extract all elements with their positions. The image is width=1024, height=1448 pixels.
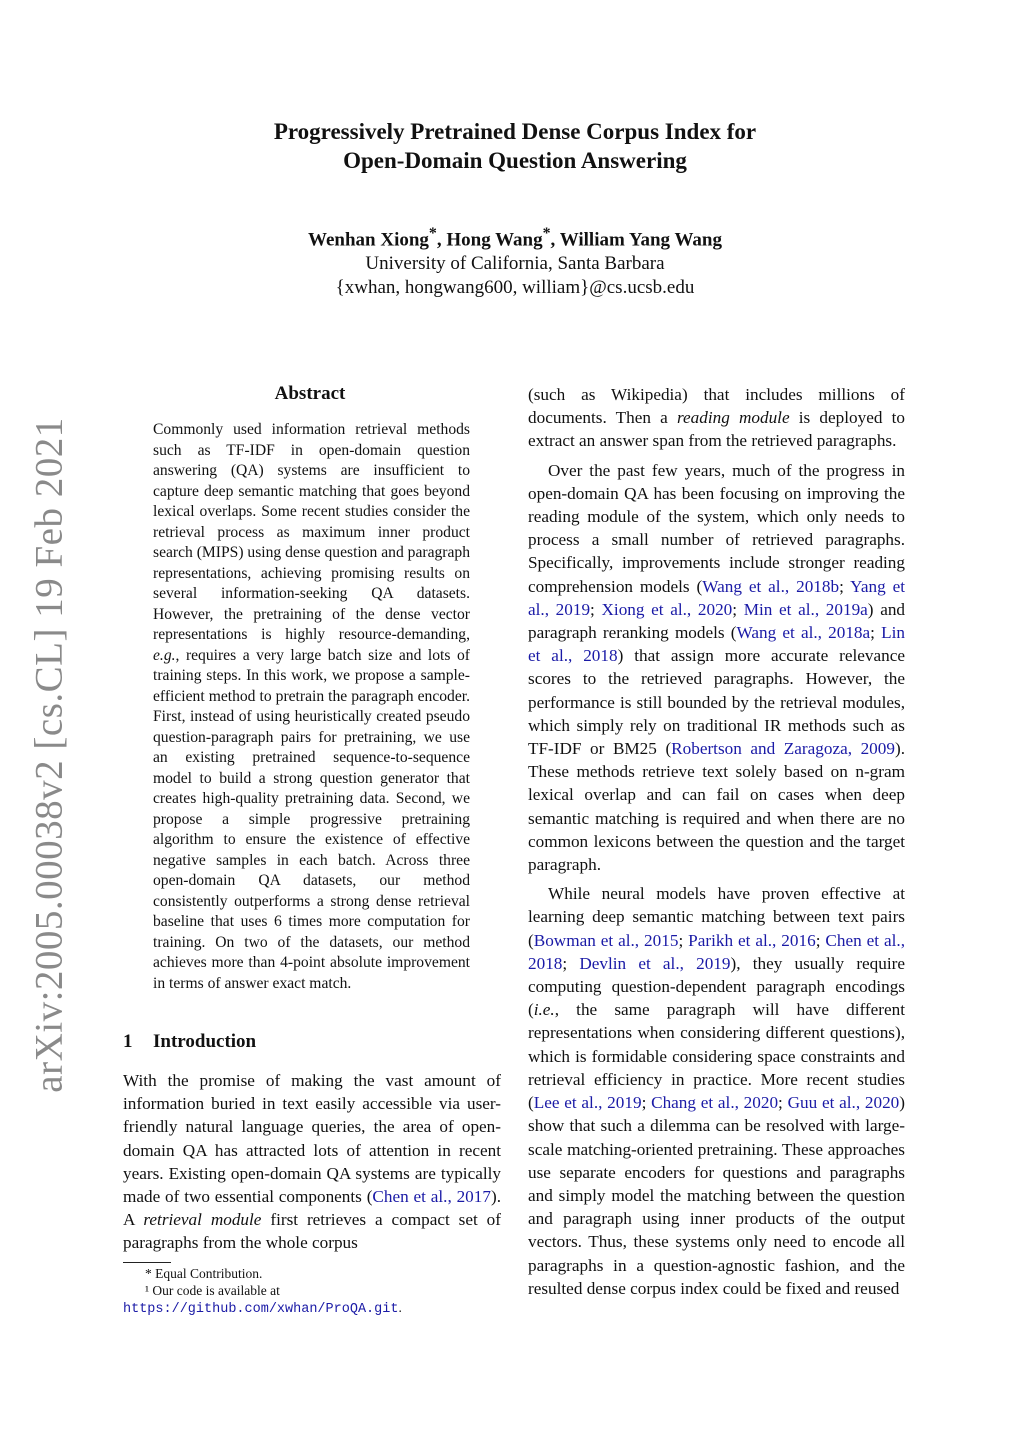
author-1: Wenhan Xiong <box>308 229 429 251</box>
citation-parikh-2016[interactable]: Parikh et al., 2016 <box>688 930 816 950</box>
citation-chang-2020[interactable]: Chang et al., 2020 <box>651 1093 779 1113</box>
footnote-equal-contribution: * Equal Contribution. <box>145 1266 263 1281</box>
abstract-part-2: , requires a very large batch size and lots of training steps. In this work, we propose a sample-efficient method to pretrain the paragraph encoder. First, instead of using heuristically created pseudo question-paragraph pairs for pretraining, we use an existing pretrained sequence-to-sequence model to build a strong question generator that creates high-quality pretraining data. Second, we propose a simple progressive pretraining algorithm to ensure the existence of effective negative samples in each batch. Across three open-domain QA datasets, our method consistently outperforms a strong dense retrieval baseline that uses 6 times more computation for training. On two of the datasets, our method achieves more than 4-point absolute improvement in terms of answer exact match. <box>153 646 470 992</box>
r3-text-c: , the same paragraph will have different representations when considering different questions), which is formidable considering space constraints and retrieval efficiency in practice. More recent studies ( <box>528 1000 905 1113</box>
r2-text-b: ) and paragraph reranking models ( <box>528 599 906 643</box>
equal-contrib-mark-1: * <box>428 225 437 242</box>
right-column <box>528 383 905 1300</box>
citation-lin-2018[interactable]: Lin et al., 2018 <box>528 623 905 666</box>
citation-sep: ; <box>732 599 744 619</box>
author-names <box>160 222 870 252</box>
footnote-code <box>123 1282 503 1318</box>
citation-wang-2018a[interactable]: Wang et al., 2018a <box>736 623 871 643</box>
intro-text-3: first retrieves a compact set of paragraphs from the whole corpus <box>123 1210 501 1253</box>
citation-sep: ; <box>839 576 851 596</box>
affiliation: University of California, Santa Barbara <box>365 253 665 275</box>
r3-text-d: ) show that such a dilemma can be resolved with large-scale matching-oriented pretraining. These approaches use separate encoders for questions and paragraphs and simply model the matching between the question and paragraph using inner products of the output vectors. Thus, these systems only need to encode all paragraphs in a question-agnostic fashion, and the resulted dense corpus index could be fixed and reused <box>528 1093 905 1298</box>
citation-sep: ; <box>678 930 689 950</box>
abstract-eg: e.g. <box>153 646 176 664</box>
abstract-part-1: Commonly used information retrieval methods such as TF-IDF in open-domain question answering (QA) systems are insufficient to capture deep semantic matching that goes beyond lexical overlaps. Some recent studies consider the retrieval process as maximum inner product search (MIPS) using dense question and paragraph representations, achieving promising results on several information-seeking QA datasets. However, the pretraining of the dense vector representations is highly resource-demanding, <box>153 421 470 643</box>
r2-text-c: ) that assign more accurate relevance scores to the retrieved paragraphs. However, the performance is still bounded by the retrieval modules, which simply rely on traditional IR methods such as TF-IDF or BM25 ( <box>528 646 905 759</box>
r1-text-b: is deployed to extract an answer span from the retrieved paragraphs. <box>528 408 905 451</box>
citation-wang-2018b[interactable]: Wang et al., 2018b <box>702 576 840 596</box>
author-emails: {xwhan, hongwang600, william}@cs.ucsb.edu <box>335 277 695 299</box>
citation-guu-2020[interactable]: Guu et al., 2020 <box>787 1093 900 1113</box>
footnote-code-text: ¹ Our code is available at <box>145 1283 280 1298</box>
citation-sep: ; <box>641 1093 652 1113</box>
abstract-text <box>153 420 470 994</box>
citation-sep: ; <box>562 953 580 973</box>
citation-devlin-2019[interactable]: Devlin et al., 2019 <box>579 953 731 973</box>
citation-sep: ; <box>590 599 602 619</box>
citation-chen-2018[interactable]: Chen et al., 2018 <box>528 930 906 973</box>
author-block <box>160 222 870 300</box>
citation-xiong-2020[interactable]: Xiong et al., 2020 <box>601 599 733 619</box>
abstract-heading: Abstract <box>274 383 346 404</box>
intro-italic-retrieval-module: retrieval module <box>143 1210 262 1230</box>
right-paragraph-3 <box>528 882 905 1300</box>
citation-sep: ; <box>778 1093 788 1113</box>
introduction-paragraph <box>123 1069 501 1255</box>
citation-chen-2017[interactable]: Chen et al., 2017 <box>372 1187 491 1207</box>
citation-robertson-2009[interactable]: Robertson and Zaragoza, 2009 <box>671 739 895 759</box>
r3-italic-ie: i.e. <box>533 1000 555 1020</box>
title-line-2: Open-Domain Question Answering <box>343 148 687 173</box>
author-sep: , <box>550 229 560 251</box>
arxiv-identifier <box>27 417 71 1093</box>
citation-min-2019a[interactable]: Min et al., 2019a <box>743 599 868 619</box>
section-title: Introduction <box>153 1031 257 1052</box>
citation-sep: ; <box>870 623 882 643</box>
code-url-link[interactable]: https://github.com/xwhan/ProQA.git <box>123 1302 399 1317</box>
intro-text-2: ). A <box>123 1187 501 1230</box>
r1-italic-reading-module: reading module <box>676 408 790 428</box>
section-heading-introduction <box>123 1031 256 1053</box>
r1-text-a: (such as Wikipedia) that includes millions of documents. Then a <box>528 385 905 428</box>
r3-text-b: ), they usually require computing question-dependent paragraph encodings ( <box>528 953 905 1020</box>
equal-contrib-mark-2: * <box>542 225 551 242</box>
citation-lee-2019[interactable]: Lee et al., 2019 <box>533 1093 642 1113</box>
citation-sep: ; <box>815 930 826 950</box>
arxiv-identifier-text: arXiv:2005.00038v2 [cs.CL] 19 Feb 2021 <box>27 417 71 1093</box>
r2-text-a: Over the past few years, much of the progress in open-domain QA has been focusing on improving the reading module of the system, which only needs to process a small number of retrieved paragraphs. Specifically, improvements include stronger reading comprehension models ( <box>528 460 905 596</box>
r3-text-a: While neural models have proven effective at learning deep semantic matching between text pairs ( <box>528 884 905 950</box>
author-sep: , <box>436 229 447 251</box>
intro-text-1: With the promise of making the vast amount of information buried in text easily accessible via user-friendly natural language queries, the area of open-domain QA has attracted lots of attention in recent years. Existing open-domain QA systems are typically made of two essential components ( <box>123 1071 501 1207</box>
title-line-1: Progressively Pretrained Dense Corpus Index for <box>273 119 757 144</box>
footnote-code-end: . <box>398 1300 402 1315</box>
section-number: 1 <box>123 1031 133 1052</box>
author-2: Hong Wang <box>446 229 543 251</box>
r2-text-d: ). These methods retrieve text solely based on n-gram lexical overlap and can fail on cases when deep semantic matching is required and when there are no common lexicons between the question and the target paragraph. <box>528 739 905 875</box>
footnote-rule <box>123 1262 171 1263</box>
citation-bowman-2015[interactable]: Bowman et al., 2015 <box>533 930 679 950</box>
paper-title <box>160 117 870 175</box>
citation-yang-2019[interactable]: Yang et al., 2019 <box>528 576 905 619</box>
author-3: William Yang Wang <box>559 229 722 251</box>
footnotes <box>123 1265 503 1318</box>
right-paragraph-2 <box>528 459 905 877</box>
right-paragraph-1 <box>528 383 905 453</box>
